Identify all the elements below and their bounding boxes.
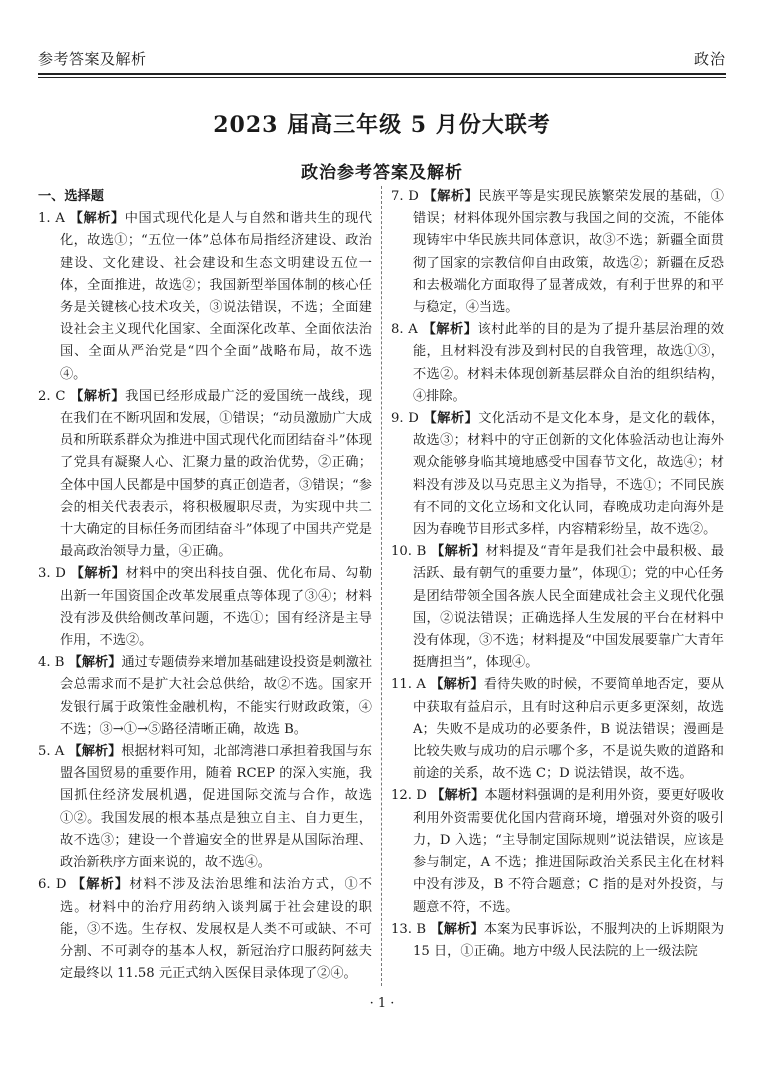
answer-number: 9. D xyxy=(391,411,419,427)
column-divider xyxy=(381,186,382,986)
answer-item xyxy=(391,919,724,963)
answer-item xyxy=(391,674,724,785)
answer-text: 民族平等是实现民族繁荣发展的基础，①错误；材料体现外国宗教与我国之间的交流，不能体现铸牢中华民族共同体意识，故③不选；新疆全面贯彻了国家的宗教信仰自由政策，故选②；新疆在反恐和去极端化方面取得了显著成效，有利于世界的和平与稳定，④当选。 xyxy=(413,189,724,316)
analysis-tag: 【解析】 xyxy=(71,877,130,893)
answer-number: 11. A xyxy=(391,677,426,693)
right-column xyxy=(391,186,724,963)
answer-text: 该村此举的目的是为了提升基层治理的效能，且材料没有涉及到村民的自我管理，故选①③，不选②。材料未体现创新基层群众自治的组织结构，④排除。 xyxy=(413,322,724,404)
answer-text: 本题材料强调的是利用外资，要更好吸收利用外资需要优化国内营商环境，增强对外资的吸引力，D 入选；“主导制定国际规则”说法错误，应该是参与制定，A 不选；推进国际政治关系民主化在材料中没有涉及，B 不符合题意；C 指的是对外投资，与题意不符，不选。 xyxy=(413,788,725,915)
analysis-tag: 【解析】 xyxy=(422,322,478,338)
answer-item xyxy=(38,652,372,741)
answer-item xyxy=(391,319,724,408)
header-subject-label: 政治 xyxy=(693,50,726,68)
page-title: 2023 届高三年级 5 月份大联考 xyxy=(213,112,551,138)
answer-item xyxy=(38,208,372,386)
answer-number: 1. A xyxy=(38,211,65,227)
answer-text: 我国已经形成最广泛的爱国统一战线，现在我们在不断巩固和发展，①错误；“动员激励广大成员和所联系群众为推进中国式现代化而团结奋斗”体现了党具有凝聚人心、汇聚力量的政治优势，②正确；全体中国人民都是中国梦的真正创造者，③错误；“参会的相关代表表示，将积极履职尽责，为实现中共二十大确定的目标任务而团结奋斗”体现了中国共产党是最高政治领导力量，④正确。 xyxy=(60,388,372,560)
analysis-tag: 【解析】 xyxy=(68,655,122,671)
answer-text: 材料不涉及法治思维和法治方式，①不选。材料中的治疗用药纳入谈判属于社会建设的职能，③不选。生存权、发展权是人类不可或缺、不可分割、不可剥夺的基本人权，新冠治疗口服药阿兹夫定最终以 11.58 元正式纳入医保目录体现了②④。 xyxy=(60,877,372,982)
analysis-tag: 【解析】 xyxy=(69,211,125,227)
answer-text: 根据材料可知，北部湾港口承担着我国与东盟各国贸易的重要作用，随着 RCEP 的深入实施，我国抓住经济发展机遇，促进国际交流与合作，故选①②。我国发展的根本基点是独立自主、自力更生，故不选③；建设一个普遍安全的世界是从国际治理、政治新秩序方面来说的，故不选④。 xyxy=(60,744,372,871)
answer-number: 6. D xyxy=(38,877,67,893)
page-number: · 1 · xyxy=(369,996,395,1011)
answer-text: 通过专题债券来增加基础建设投资是刺激社会总需求而不是扩大社会总供给，故②不选。国家开发银行属于政策性金融机构，不能实行财政政策，④不选；③→①→⑤路径清晰正确，故选 B。 xyxy=(60,655,373,737)
answer-number: 4. B xyxy=(38,655,65,671)
answer-number: 10. B xyxy=(391,544,427,560)
page-subtitle: 政治参考答案及解析 xyxy=(301,163,463,183)
answer-item xyxy=(391,408,724,541)
analysis-tag: 【解析】 xyxy=(423,411,479,427)
header-left-label: 参考答案及解析 xyxy=(38,50,147,68)
left-column xyxy=(38,186,372,985)
answer-text: 看待失败的时候，不要简单地否定，要从中获取有益启示，且有时这种启示更多更深刻，故选 A；失败不是成功的必要条件，B 说法错误；漫画是比较失败与成功的启示哪个多，不是说失败的道路和前途的关系，故不选 C；D 说法错误，故不选。 xyxy=(413,677,725,782)
analysis-tag: 【解析】 xyxy=(70,566,126,582)
analysis-tag: 【解析】 xyxy=(423,189,479,204)
answer-text: 文化活动不是文化本身，是文化的载体，故选③；材料中的守正创新的文化体验活动也让海外观众能够身临其境地感受中国春节文化，故选④；材料没有涉及以马克思主义为指导，不选①；不同民族有不同的文化立场和文化认同，春晚成功走向海外是因为春晚节目形式多样，内容精彩纷呈，故不选②。 xyxy=(413,411,724,538)
analysis-tag: 【解析】 xyxy=(431,788,485,804)
answer-item xyxy=(38,874,372,985)
answer-text: 中国式现代化是人与自然和谐共生的现代化，故选①；“五位一体”总体布局指经济建设、政治建设、文化建设、社会建设和生态文明建设五位一体，全面推进，故选②；我国新型举国体制的核心任务是关键核心技术攻关，③说法错误，不选；全面建设社会主义现代化国家、全面深化改革、全面依法治国、全面从严治党是“四个全面”战略布局，故不选④。 xyxy=(60,211,372,382)
answer-item xyxy=(391,186,724,319)
answer-number: 5. A xyxy=(38,744,65,760)
answer-number: 8. A xyxy=(391,322,418,338)
answer-item xyxy=(391,785,724,918)
analysis-tag: 【解析】 xyxy=(430,921,484,937)
answer-number: 12. D xyxy=(391,788,427,804)
answer-number: 3. D xyxy=(38,566,66,582)
analysis-tag: 【解析】 xyxy=(70,388,126,404)
answer-item xyxy=(38,741,372,874)
header-rule xyxy=(38,73,726,78)
answer-item xyxy=(38,386,372,564)
analysis-tag: 【解析】 xyxy=(430,544,486,560)
analysis-tag: 【解析】 xyxy=(430,677,484,693)
answer-number: 13. B xyxy=(391,921,427,937)
answer-item xyxy=(38,563,372,652)
analysis-tag: 【解析】 xyxy=(68,744,122,760)
answer-number: 7. D xyxy=(391,189,419,204)
answer-text: 材料中的突出科技自强、优化布局、勾勒出新一年国资国企改革发展重点等体现了③④；材料没有涉及供给侧改革问题，不选①；国有经济是主导作用，不选②。 xyxy=(60,566,373,649)
page-header xyxy=(38,46,726,74)
answer-item xyxy=(391,541,724,674)
answer-text: 本案为民事诉讼，不服判决的上诉期限为 15 日，①正确。地方中级人民法院的上一级法院 xyxy=(413,921,725,959)
section-heading: 一、选择题 xyxy=(38,189,104,204)
answer-number: 2. C xyxy=(38,388,66,404)
answer-text: 材料提及“青年是我们社会中最积极、最活跃、最有朝气的重要力量”，体现①；党的中心任务是团结带领全国各族人民全面建成社会主义现代化强国，②说法错误；正确选择人生发展的平台在材料中没有体现，③不选；材料提及“中国发展要靠广大青年挺膺担当”，体现④。 xyxy=(413,544,725,671)
